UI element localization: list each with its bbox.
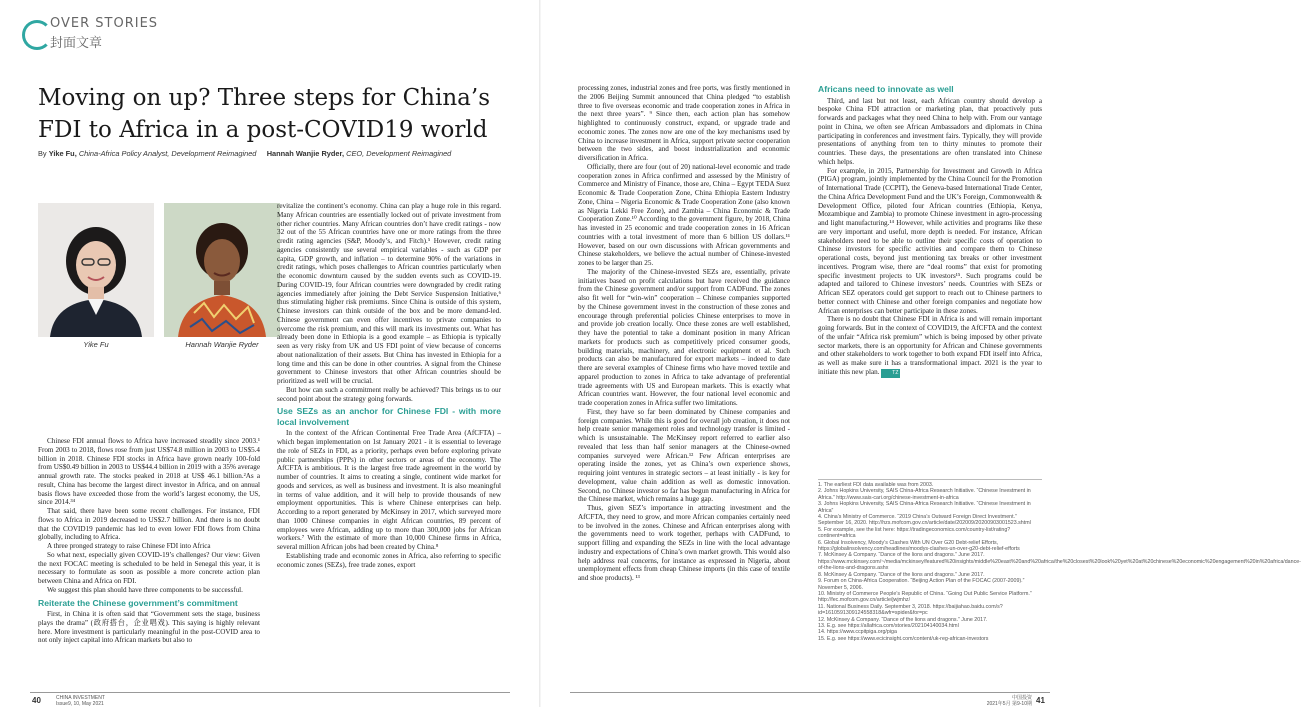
footnote: 2. Johns Hopkins University, SAIS China-Africa Research Initiative. “Chinese Investment in Africa.” http://www.sais-cari.org/chinese-investment-in-africa [818, 488, 1031, 501]
section-logo-ring-icon [22, 20, 52, 50]
magazine-name: 中国投资 [1011, 695, 1032, 701]
paragraph: We suggest this plan should have three components to be successful. [47, 585, 243, 594]
paragraph: First, they have so far been dominated by Chinese companies and foreign companies. While this is good for overall job creation, it does not help create senior management roles and technology transfer is limited - which is unsustainable. The McKinsey report referred to earlier also revealed that less than half senior managers at the Chinese-owned companies surveyed were African.¹² Few African enterprises are operating inside the zones, yet as China’s own experience shows, requiring joint ventures in strategic sectors – at least initially - is key for development, value chain addition as well as domestic innovation. Second, no Chinese investor so far has begun manufacturing in Africa for the Chinese market, which remains a huge gap. [578, 407, 790, 504]
paragraph: For example, in 2015, Partnership for Investment and Growth in Africa (PIGA) program, jointly implemented by the China Council for the Promotion of International Trade (CCPIT), the Geneva-based International Trade Center, the China Africa Development Fund and the UK’s Foreign, Commonwealth & Development Office, piloted four African countries (Ethiopia, Kenya, Mozambique and Zambia) to promote Chinese investment in agro-processing and light manufacturing.¹⁴ However, while activities and programs like these are very important and useful, more depth is needed. For instance, African stakeholders need to be able to outline their specific costs of operation to Chinese investors for specific activities and compare them to Chinese operational costs, beyond just mentioning tax breaks or other investment incentives. Program wise, there are “deal rooms” that exist for promoting specific investment projects to UK investors¹⁵. Such programs could be adapted and tailored to Chinese investors’ needs. Countries with SEZs or African SEZ operators could get support to reach out to Chinese partners to better connect with Chinese and other foreign companies and negotiate how African enterprises can better participate in these zones. [818, 166, 1042, 315]
byline [38, 149, 518, 158]
footnotes [818, 482, 1301, 682]
photo-caption-yike-fu: Yike Fu [83, 340, 109, 349]
paragraph: A three pronged strategy to raise Chinese FDI into Africa [47, 542, 211, 550]
magazine-footer [56, 695, 105, 707]
footnote: 10. Ministry of Commerce People’s Republic of China. “Going Out Public Service Platform.” http://fec.mofcom.gov.cn/article/jwjmhz/ [818, 590, 1032, 604]
page-number: 41 [1036, 696, 1045, 705]
article-column-3 [578, 84, 790, 682]
footnote: 8. McKinsey & Company. “Dance of the lions and dragons.” June 2017. [818, 571, 985, 578]
article-column-1 [38, 437, 260, 682]
paragraph: So what next, especially given COVID-19’s challenges? Our view: Given the next FOCAC meeting is scheduled to be held in Senegal this year, it is necessary to formulate as soon as possible a more concrete action plan between China and Africa on FDI. [38, 550, 260, 585]
section-heading: Use SEZs as an anchor for Chinese FDI - with more local involvement [277, 406, 501, 427]
article-column-2 [277, 202, 501, 682]
magazine-issue: 2021年5月 第9-10期 [986, 701, 1032, 707]
paragraph: Third, and last but not least, each African country should develop a bespoke China FDI attraction or marketing plan, that proactively puts forwards and packages what they need China to help with. From our vantage point in China, we often see African Ambassadors and diplomats in China participating in conferences and investment fairs. Typically, they will provide presentations of anything from ten to thirty minutes to promote their countries. These days, the presentations are often translated into Chinese which helps. [818, 96, 1042, 166]
section-heading: Reiterate the Chinese government’s commitment [38, 597, 238, 608]
footnote: 3. Johns Hopkins University, SAIS China-Africa Research Initiative. “Chinese Investment in Africa” [818, 501, 1031, 514]
footnote: 6. Global Insolvency, Moody’s Clashes With UN Over G20 Debt-relief Efforts, https://globalinsolvency.com/headlines/moodys-clashes-un-over-g20-debt-relief-efforts [818, 539, 1020, 553]
paragraph: Establishing trade and economic zones in Africa, also referring to specific economic zones (SEZs), free trade zones, export [277, 551, 501, 569]
magazine-footer [972, 695, 1032, 707]
paragraph: revitalize the continent’s economy. China can play a huge role in this regard. Many African countries are essentially locked out of private investment from other richer countries. Many African countries don’t have credit ratings - now 32 out of the 55 African countries have one or more ratings from the three credit rating agencies (S&P, Moody’s, and Fitch).⁵ However, credit rating agencies consistently use several empirical variables - such as GDP per capita, GDP growth, and inflation – to determine 90% of the variations in credit ratings, which poses challenges to African countries particularly when the economic downturn caused by the sudden events such as COVID-19. During COVID-19, four African countries were downgraded by credit rating agencies immediately after joining the Debt Service Suspension Initiative,⁶ thus stimulating higher risk premiums. Since China is outside of this system, Chinese investors can think outside of the box and be more demand-led. Chinese government can even offer incentives to private companies to overcome the risk premium, and this will mark its investments out. What has already been done in Ethiopia is a good example – as Ethiopia is typically seen as very risky from UK and US FDI point of view because of concerns about nationalization of their assets. But China has invested in Ethiopia for a long time and this can be done in other countries. A signal from the Chinese government to Chinese investors that other African countries should be prioritized as well will be crucial. [277, 202, 501, 385]
portrait-yike-fu-icon [38, 203, 154, 337]
footnote: 4. China’s Ministry of Commerce. “2019 China’s Outward Foreign Direct Investment.” September 16, 2020. http://hzs.mofcom.gov.cn/article/date/202009/20200903001523.shtml [818, 514, 1031, 527]
article-column-4 [818, 84, 1042, 479]
footnote: 1. The earliest FDI data available was from 2003. [818, 482, 934, 488]
paragraph: First, in China it is often said that “Government sets the stage, business plays the drama” (政府搭台，企业唱戏). This saying is highly relevant here. More investment is particularly meaningful in the post-COVID area to not only inject capital into African markets but also to [38, 610, 260, 645]
section-label-en: OVER STORIES [50, 16, 159, 31]
footnote: 9. Forum on China-Africa Cooperation. “Beijing Action Plan of the FOCAC (2007-2009).” November 5, 2006. [818, 578, 1025, 591]
author2-name: Hannah Wanjie Ryder, [266, 149, 345, 158]
footnote: 11. National Business Daily. September 3, 2018. https://baijiahao.baidu.com/s?id=1610591309124558318&wfr=spider&for=pc [818, 603, 1003, 617]
byline-by: By [38, 149, 47, 158]
paragraph: processing zones, industrial zones and free ports, was firstly mentioned in the 2006 Beijing Summit announced that China pledged “to establish three to five overseas economic and trade cooperation zones in Africa in the next three years”. ⁹ Since then, each action plan has somehow highlighted to continuously construct, expand, or upgrade trade and economic zones. The zones now are one of the key mechanisms used by China to increase investment in Africa, support private sector cooperation between the two sides, and boost industrialization and economic diversification in Africa. [578, 84, 790, 162]
magazine-name: CHINA INVESTMENT [56, 695, 105, 701]
paragraph: Thus, given SEZ’s importance in attracting investment and the AfCFTA, they need to grow, and more African companies certainly need to be involved in the zones. Chinese and African enterprises along with the governments need to work together, perhaps with CADFund, to support filling and expanding the SEZs in line with the local advantage industry and expectations of China’s own market growth. This would also help address real concerns, for instance as expressed in Nigeria, about unemployment effects from cheap Chinese imports (in this case of textile and shoe products). ¹³ [578, 504, 790, 582]
author1-name: Yike Fu, [48, 149, 77, 158]
footnote: 14. https://www.ccpitpiga.org/piga [818, 629, 897, 636]
end-mark-icon: TZ [881, 369, 900, 378]
footnote: 15. E.g. see https://www.ecicinsight.com/content/uk-reg-african-investors [818, 635, 989, 642]
magazine-issue: Issue9, 10, May 2021 [56, 701, 104, 707]
section-heading: Africans need to innovate as well [818, 84, 954, 94]
closing-paragraph: There is no doubt that Chinese FDI in Africa is and will remain important going forwards. But in the context of COVID19, the AfCFTA and the context of the unfair “Africa risk premium” which is being imposed by other private sector markets, there is an opportunity for African and Chinese governments and other stakeholders to work together to both expand FDI itself into Africa, as well as make sure it has a transformational impact. 2021 is the year to initiate this new plan. [818, 315, 1042, 376]
footnote: 7. McKinsey & Company. “Dance of the lions and dragons.” June 2017. https://www.mckinsey.com/~/media/mckinsey/featured%20insights/middle%20east%20and%20africa/the%20closest%20look%20yet%20at%20chinese%20economic%20engagement%20in%20africa/dance-of-the-lions-and-dragons.ashx [818, 552, 1301, 572]
author1-role: China-Africa Policy Analyst, Development Reimagined [78, 149, 257, 158]
paragraph: Officially, there are four (out of 20) national-level economic and trade cooperation zones in Africa confirmed and assessed by the Ministry of Commerce and Ministry of Finance, those are, China – Egypt TEDA Suez Economic & Trade Cooperation Zone, China Ethiopia Eastern Industry Zone, China – Nigeria Economic & Trade Cooperation Zone (also known as Nigeria Lekki Free Zone), and Zambia – China Economic & Trade Cooperation Zone.¹⁰ According to the government figure, by 2018, China has invested in 25 economic and trade cooperation zones in 16 African countries with a total investment of more than 6 billion US dollars.¹¹ However, based on our own discussions with African governments and Chinese stakeholders, we believe the actual number of Chinese-invested zones to be larger than 25. [578, 162, 790, 267]
footer-rule [30, 692, 510, 693]
footnote: 12. McKinsey & Company. “Dance of the lions and dragons.” June 2017. [818, 616, 988, 623]
footer-rule [570, 692, 1050, 693]
paragraph: The majority of the Chinese-invested SEZs are, essentially, private initiatives based on profit calculations but have received the guidance from the Chinese government and/or support from CADFund. The zones also fit well for “win-win” cooperation – Chinese companies supported by the Chinese government invest in the construction of these zones and encourage through preferential policies Chinese enterprises to move in and provide job creation locally. Once these zones are well established, they have the potential to take a dominant position in many African markets for products such as competitively priced consumer goods, building materials, machinery, and electronic equipment et al. Such products can also be manufactured for export markets – indeed to date there are several examples of Chinese firms who have moved textile and apparel production to zones in Africa to take advantage of preferential trade agreements with US and European markets. This is exactly what African countries want. However, the four national level economic and trade cooperation zones in Africa suffer two limitations. [578, 267, 790, 407]
author2-role: CEO, Development Reimagined [346, 149, 452, 158]
paragraph: That said, there have been some recent challenges. For instance, FDI flows to Africa in 2019 decreased to US$2.7 billion. And there is no doubt that the COVID19 pandemic has led to even lower FDI flows from China globally, including to Africa. [38, 507, 260, 542]
photo-caption-hannah-ryder: Hannah Wanjie Ryder [185, 340, 259, 349]
section-label-cn: 封面文章 [50, 36, 103, 51]
left-page [0, 0, 540, 707]
section-logo [22, 16, 162, 56]
paragraph [818, 315, 1042, 377]
paragraph: But how can such a commitment really be achieved? This brings us to our second point about the strategy going forwards. [277, 385, 501, 403]
page-number: 40 [32, 696, 41, 705]
paragraph: In the context of the African Continental Free Trade Area (AfCFTA) – which began implementation on 1st January 2021 - it is essential to leverage the role of SEZs in FDI, as a priority, perhaps even before exploring private public partnerships (PPPs) in other sectors or areas of the economy. The AfCFTA is ambitious. It is the largest free trade agreement in the world by number of countries. It aims to creating a single, continent wide market for goods and services, as well as business and investment. It is also meaningful in terms of value addition, and it will help to provide thousands of new employment opportunities. This is where Chinese enterprises can help. According to a report generated by McKinsey in 2017, which surveyed more than 1000 Chinese companies in eight African countries, 89 percent of employees were African, adding up to more than 300,000 jobs for African workers.⁷ With the estimate of more than 10,000 Chinese firms in Africa, several million African jobs had been created by China.⁸ [277, 429, 501, 551]
portrait-hannah-ryder-icon [164, 203, 280, 337]
footnote-rule [818, 479, 1042, 480]
article-title: Moving on up? Three steps for China’s FDI to Africa in a post-COVID19 world [38, 85, 490, 143]
footnote: 5. For example, see the list here: https://tradingeconomics.com/country-list/rating?continent=africa [818, 526, 1011, 540]
footnote: 13. E.g. see https://allafrica.com/stories/202104140034.html [818, 622, 959, 629]
paragraph: Chinese FDI annual flows to Africa have increased steadily since 2003.¹ From 2003 to 2018, flows rose from just US$74.8 million in 2003 to US$5.4 billion in 2018. Chinese FDI stocks in Africa have grown nearly 100-fold from US$0.49 billion in 2003 to US$44.4 billion in 2019 with a 35% average annual growth rate. The stocks peaked in 2018 at US$ 46.1 billion.²As a result, China has become the largest direct investor in Africa, and on annual basis flows have exceeded those from the world’s largest economy, the US, since 2014.³⁴ [38, 437, 260, 507]
